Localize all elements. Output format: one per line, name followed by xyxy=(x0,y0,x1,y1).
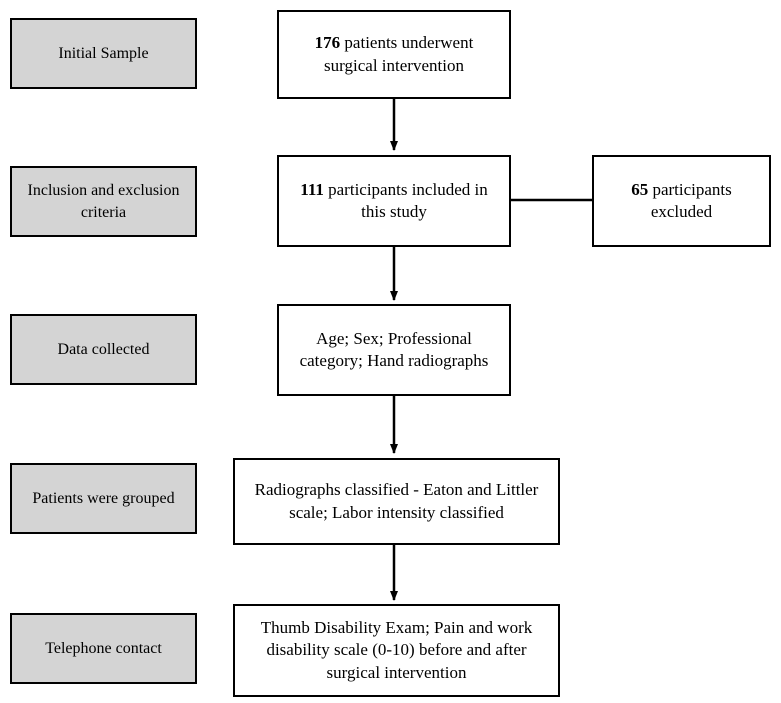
node-description: Radiographs classified - Eaton and Littler scale; Labor intensity classified xyxy=(254,480,539,522)
node-excluded xyxy=(592,155,771,247)
node-text xyxy=(243,617,550,683)
stage-label-text: Telephone contact xyxy=(45,639,162,657)
node-description: Age; Sex; Professional category; Hand radiographs xyxy=(299,328,489,370)
stage-label-inclusion-exclusion xyxy=(10,166,197,237)
node-description: participants excluded xyxy=(648,179,732,221)
node-text xyxy=(243,479,550,523)
node-initial-sample xyxy=(277,10,511,99)
node-text xyxy=(287,32,501,76)
node-description: participants included in this study xyxy=(323,179,488,221)
node-text xyxy=(287,328,501,372)
node-description: patients underwent surgical intervention xyxy=(324,33,474,75)
stage-label-text: Initial Sample xyxy=(58,44,149,62)
stage-label-text: Patients were grouped xyxy=(32,489,175,507)
node-count: 176 xyxy=(314,33,341,53)
node-text xyxy=(287,179,501,223)
stage-label-telephone-contact xyxy=(10,613,197,684)
node-included xyxy=(277,155,511,247)
node-data-collected xyxy=(277,304,511,396)
stage-label-text: Data collected xyxy=(57,340,150,358)
node-count: 111 xyxy=(300,179,324,199)
node-count: 65 xyxy=(631,179,649,199)
stage-label-text: Inclusion and exclusion criteria xyxy=(27,181,180,221)
stage-label-data-collected xyxy=(10,314,197,385)
node-description: Thumb Disability Exam; Pain and work disability scale (0-10) before and after surgical intervention xyxy=(260,618,533,682)
node-text xyxy=(602,179,761,223)
node-telephone-contact xyxy=(233,604,560,697)
stage-label-patients-grouped xyxy=(10,463,197,534)
stage-label-initial-sample xyxy=(10,18,197,89)
node-patients-grouped xyxy=(233,458,560,545)
